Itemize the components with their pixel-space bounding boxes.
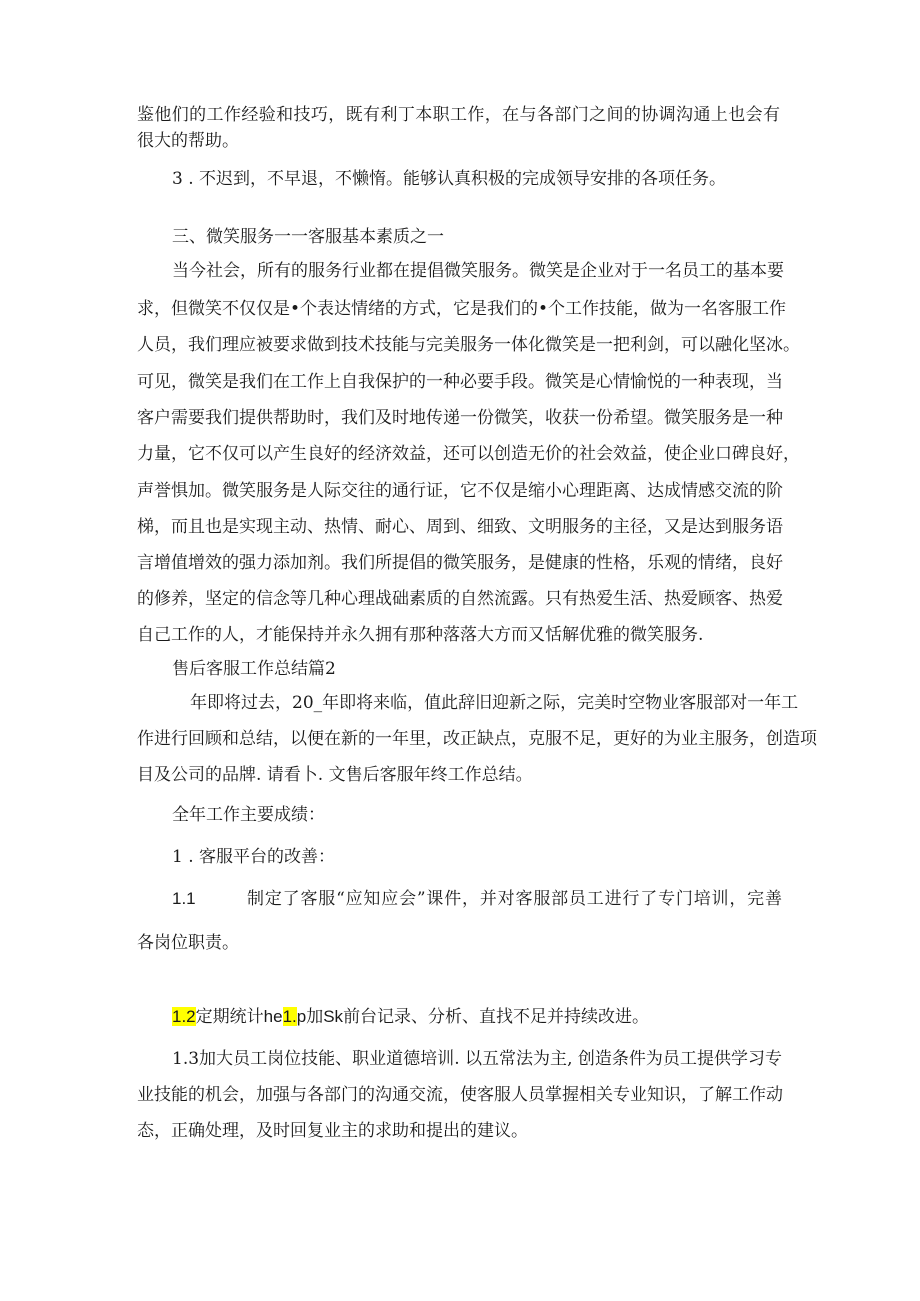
paragraph-line: 鉴他们的工作经验和技巧，既有利丁本职工作，在与各部门之间的协调沟通上也会有 xyxy=(137,105,780,125)
paragraph-line: 年即将过去，20_年即将来临，值此辞旧迎新之际，完美时空物业客服部对一年工 xyxy=(190,693,799,713)
paragraph-line: 力量，它不仅可以产生良好的经济效益，还可以创造无价的社会效益，使企业口碑良好， xyxy=(137,444,800,464)
paragraph-line: 梯，而且也是实现主动、热情、耐心、周到、细致、文明服务的主径，又是达到服务语 xyxy=(137,517,783,537)
paragraph-line: 作进行回顾和总结，以便在新的一年里，改正缺点，克服不足，更好的为业主服务，创造项 xyxy=(137,729,817,749)
highlight-mark: 1. xyxy=(282,1007,297,1026)
paragraph-line: 声誉惧加。微笑服务是人际交往的通行证，它不仅是缩小心理距离、达成情感交流的阶 xyxy=(137,481,783,501)
paragraph-line: 求，但微笑不仅仅是•个表达情绪的方式，它是我们的•个工作技能，做为一名客服工作 xyxy=(137,299,787,319)
list-item: 1.2定期统计he1.p加Sk前台记录、分析、直找不足并持续改进。 xyxy=(172,1007,650,1027)
paragraph-line: 很大的帮助。 xyxy=(137,131,239,151)
paragraph-line: 客户需要我们提供帮助时，我们及时地传递一份微笑，收获一份希望。微笑服务是一种 xyxy=(137,408,783,428)
paragraph-line: 可见，微笑是我们在工作上自我保护的一种必要手段。微笑是心情愉悦的一种表现，当 xyxy=(137,372,783,392)
paragraph-line: 目及公司的品牌. 请看卜. 文售后客服年终工作总结。 xyxy=(137,765,533,785)
results-heading: 全年工作主要成绩： xyxy=(172,805,325,825)
highlight-mark: 1.2 xyxy=(172,1007,196,1026)
list-item: 3 . 不迟到，不早退，不懒惰。能够认真积极的完成领导安排的各项任务。 xyxy=(172,169,727,189)
paragraph-line: 自己工作的人，才能保持并永久拥有那种落落大方而又恬解优雅的微笑服务. xyxy=(137,625,704,645)
paragraph-line: 人员，我们理应被要求做到技术技能与完美服务一体化微笑是一把利剑，可以融化坚冰。 xyxy=(137,335,800,355)
paragraph-line: 当今社会，所有的服务行业都在提倡微笑服务。微笑是企业对于一名员工的基本要 xyxy=(172,261,784,281)
list-item-continuation: 各岗位职责。 xyxy=(137,933,239,953)
item-number: 1.1 xyxy=(172,889,196,908)
section-heading: 三、微笑服务一一客服基本素质之一 xyxy=(172,227,444,247)
list-item: 1 . 客服平台的改善： xyxy=(172,847,336,867)
paragraph-line: 业技能的机会，加强与各部门的沟通交流，使客服人员掌握相关专业知识，了解工作动 xyxy=(137,1085,783,1105)
list-item: 制定了客服“应知应会”课件，并对客服部员工进行了专门培训，完善 xyxy=(247,889,782,909)
paragraph-line: 1.3加大员工岗位技能、职业道德培训. 以五常法为主, 创造条件为员工提供学习专 xyxy=(172,1049,782,1069)
paragraph-line: 的修养，坚定的信念等几种心理战础素质的自然流露。只有热爱生活、热爱顾客、热爱 xyxy=(137,589,783,609)
paragraph-line: 言增值增效的强力添加剂。我们所提倡的微笑服务，是健康的性格，乐观的情绪，良好 xyxy=(137,553,783,573)
section-title: 售后客服工作总结篇2 xyxy=(172,659,336,679)
paragraph-line: 态，正确处理，及时回复业主的求助和提出的建议。 xyxy=(137,1121,528,1141)
